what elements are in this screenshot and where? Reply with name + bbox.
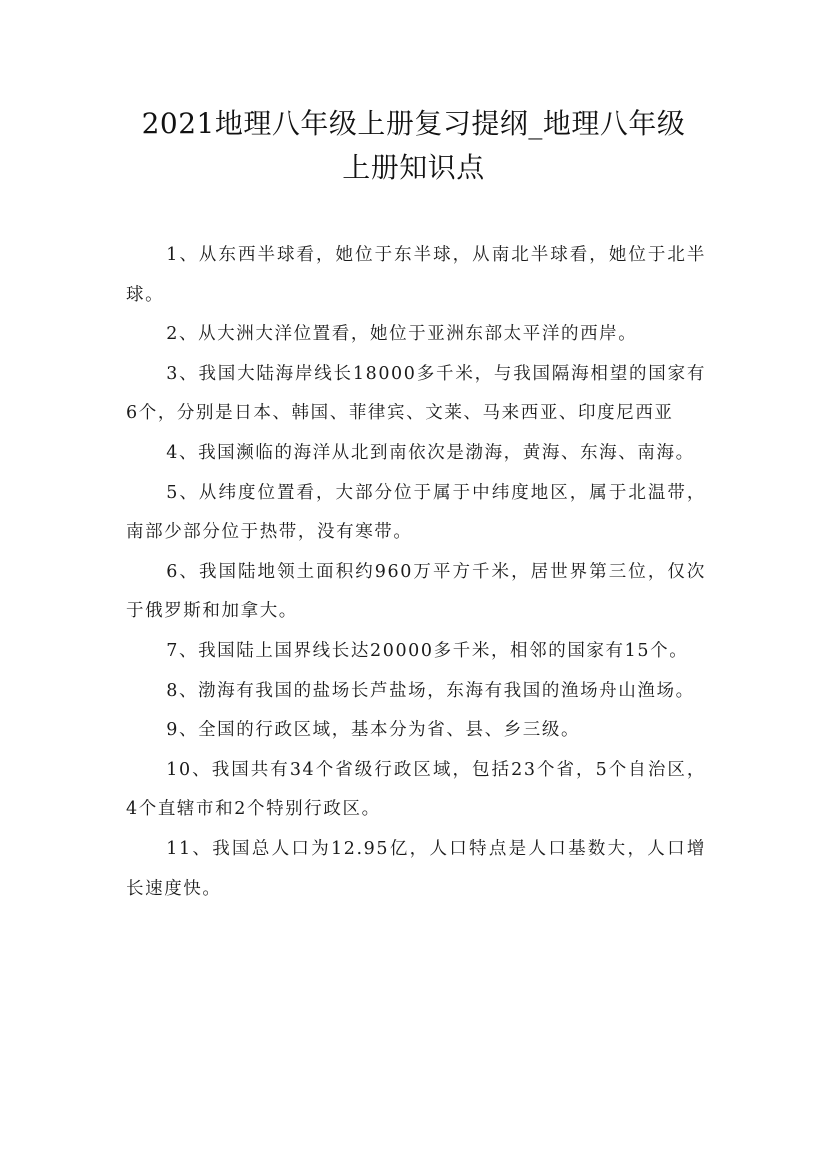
paragraph-5: 5、从纬度位置看，大部分位于属于中纬度地区，属于北温带，南部少部分位于热带，没有寒带。 (126, 482, 706, 543)
paragraph-8: 8、渤海有我国的盐场长芦盐场，东海有我国的渔场舟山渔场。 (166, 680, 695, 701)
paragraph-10: 10、我国共有34个省级行政区域，包括23个省，5个自治区，4个直辖市和2个特别行政区。 (126, 759, 706, 820)
paragraph-11: 11、我国总人口为12.95亿，人口特点是人口基数大，人口增长速度快。 (126, 838, 706, 899)
document-title-line-1: 2021地理八年级上册复习提纲_地理八年级 (141, 107, 686, 140)
paragraph-3: 3、我国大陆海岸线长18000多千米，与我国隔海相望的国家有6个，分别是日本、韩国、菲律宾、文莱、马来西亚、印度尼西亚 (126, 363, 706, 424)
document-body (126, 236, 706, 909)
paragraph-6: 6、我国陆地领土面积约960万平方千米，居世界第三位，仅次于俄罗斯和加拿大。 (126, 561, 706, 622)
paragraph-4: 4、我国濒临的海洋从北到南依次是渤海，黄海、东海、南海。 (166, 442, 695, 463)
paragraph-2: 2、从大洲大洋位置看，她位于亚洲东部太平洋的西岸。 (166, 324, 638, 345)
paragraph-7: 7、我国陆上国界线长达20000多千米，相邻的国家有15个。 (166, 640, 689, 661)
paragraph-9: 9、全国的行政区域，基本分为省、县、乡三级。 (166, 720, 581, 741)
paragraph-1: 1、从东西半球看，她位于东半球，从南北半球看，她位于北半球。 (126, 245, 706, 305)
document-title-line-2: 上册知识点 (342, 151, 485, 184)
